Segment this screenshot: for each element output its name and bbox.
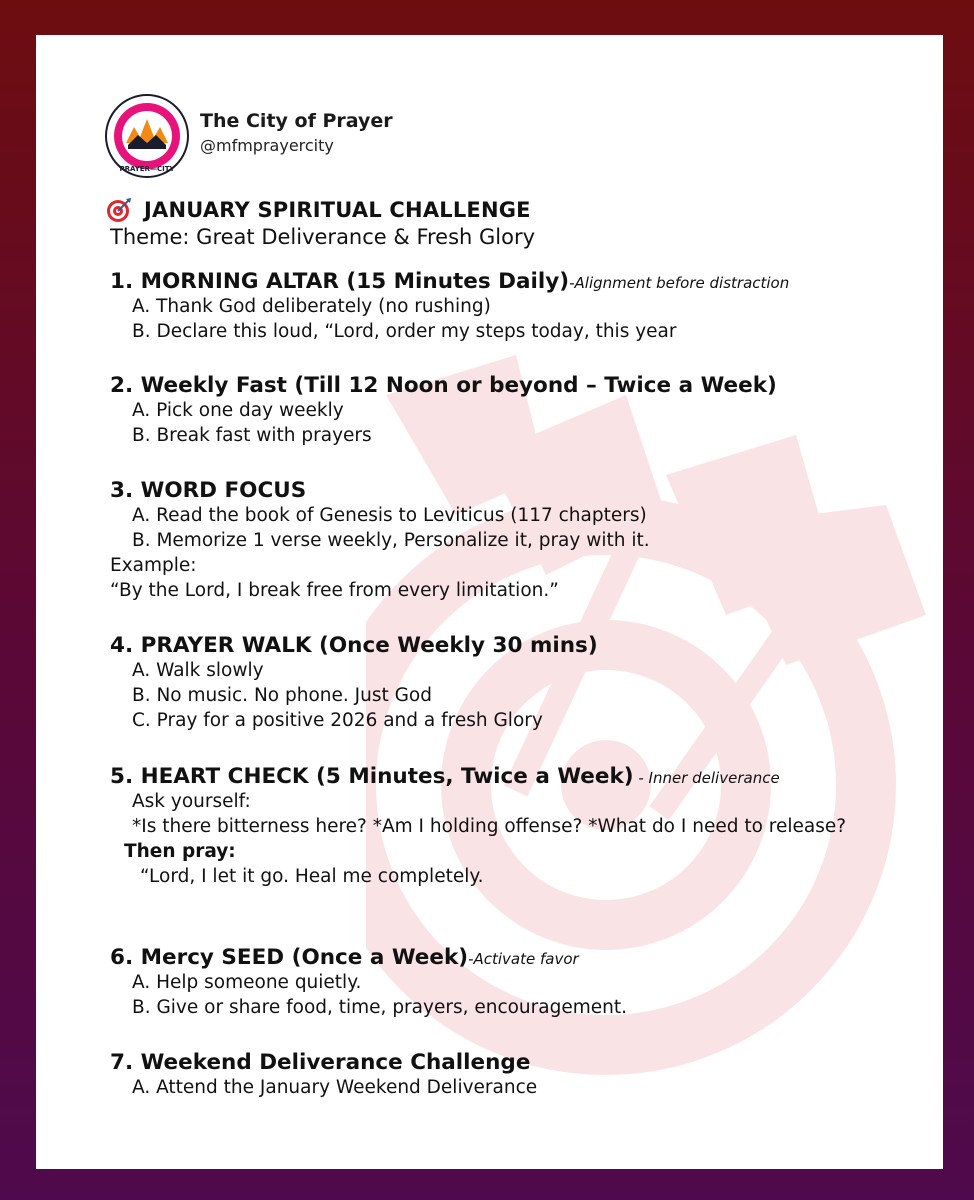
prayer-text: “Lord, I let it go. Heal me completely. bbox=[140, 866, 484, 887]
section-morning-altar bbox=[110, 269, 789, 344]
section-heading: 3. WORD FOCUS bbox=[110, 478, 307, 503]
challenge-title: JANUARY SPIRITUAL CHALLENGE bbox=[144, 198, 531, 222]
section-note: -Alignment before distraction bbox=[569, 274, 790, 292]
section-prayer-walk bbox=[110, 633, 598, 733]
section-heading: 7. Weekend Deliverance Challenge bbox=[110, 1050, 531, 1075]
section-title: 6. Mercy SEED (Once a Week) bbox=[110, 945, 469, 970]
then-pray-label: Then pray: bbox=[124, 841, 236, 862]
list-item: A. Pick one day weekly bbox=[132, 400, 344, 421]
challenge-title-row bbox=[106, 197, 531, 223]
challenge-theme: Theme: Great Deliverance & Fresh Glory bbox=[110, 225, 536, 249]
list-item: A. Thank God deliberately (no rushing) bbox=[132, 296, 491, 317]
prayer-city-logo-icon bbox=[104, 93, 190, 179]
section-weekend-deliverance bbox=[110, 1050, 537, 1100]
list-item: A. Read the book of Genesis to Leviticus (117 chapters) bbox=[132, 505, 647, 526]
ask-label: Ask yourself: bbox=[132, 791, 251, 812]
flyer-card bbox=[36, 35, 943, 1169]
list-item: B. No music. No phone. Just God bbox=[132, 685, 432, 706]
list-item: B. Declare this loud, “Lord, order my steps today, this year bbox=[132, 321, 677, 342]
content bbox=[36, 35, 943, 1169]
section-title: 5. HEART CHECK (5 Minutes, Twice a Week) bbox=[110, 764, 634, 789]
section-weekly-fast bbox=[110, 373, 777, 448]
svg-text:PRAYER—CITY: PRAYER—CITY bbox=[119, 165, 175, 173]
section-heading: 4. PRAYER WALK (Once Weekly 30 mins) bbox=[110, 633, 598, 658]
target-icon bbox=[106, 197, 132, 223]
list-item: B. Memorize 1 verse weekly, Personalize it, pray with it. bbox=[132, 530, 650, 551]
section-mercy-seed bbox=[110, 945, 627, 1020]
account-info bbox=[200, 110, 393, 155]
section-heading bbox=[110, 269, 789, 294]
list-item: A. Attend the January Weekend Deliverance bbox=[132, 1077, 538, 1098]
account-header bbox=[104, 93, 393, 179]
example-label: Example: bbox=[110, 555, 197, 576]
section-heading bbox=[110, 764, 892, 789]
list-item: A. Walk slowly bbox=[132, 660, 264, 681]
reflection-questions: *Is there bitterness here? *Am I holding offense? *What do I need to release? bbox=[132, 816, 847, 837]
list-item: A. Help someone quietly. bbox=[132, 972, 362, 993]
list-item: B. Give or share food, time, prayers, encouragement. bbox=[132, 997, 627, 1018]
section-heading: 2. Weekly Fast (Till 12 Noon or beyond – Twice a Week) bbox=[110, 373, 777, 398]
list-item: C. Pray for a positive 2026 and a fresh Glory bbox=[132, 710, 543, 731]
list-item: B. Break fast with prayers bbox=[132, 425, 372, 446]
account-name[interactable]: The City of Prayer bbox=[200, 109, 393, 132]
section-word-focus bbox=[110, 478, 650, 603]
section-note: -Activate favor bbox=[468, 950, 579, 968]
section-title: 1. MORNING ALTAR (15 Minutes Daily) bbox=[110, 269, 570, 294]
account-handle[interactable]: @mfmprayercity bbox=[200, 135, 334, 155]
section-heart-check bbox=[110, 764, 892, 889]
section-heading bbox=[110, 945, 627, 970]
section-note: - Inner deliverance bbox=[633, 769, 780, 787]
example-text: “By the Lord, I break free from every limitation.” bbox=[110, 580, 559, 601]
